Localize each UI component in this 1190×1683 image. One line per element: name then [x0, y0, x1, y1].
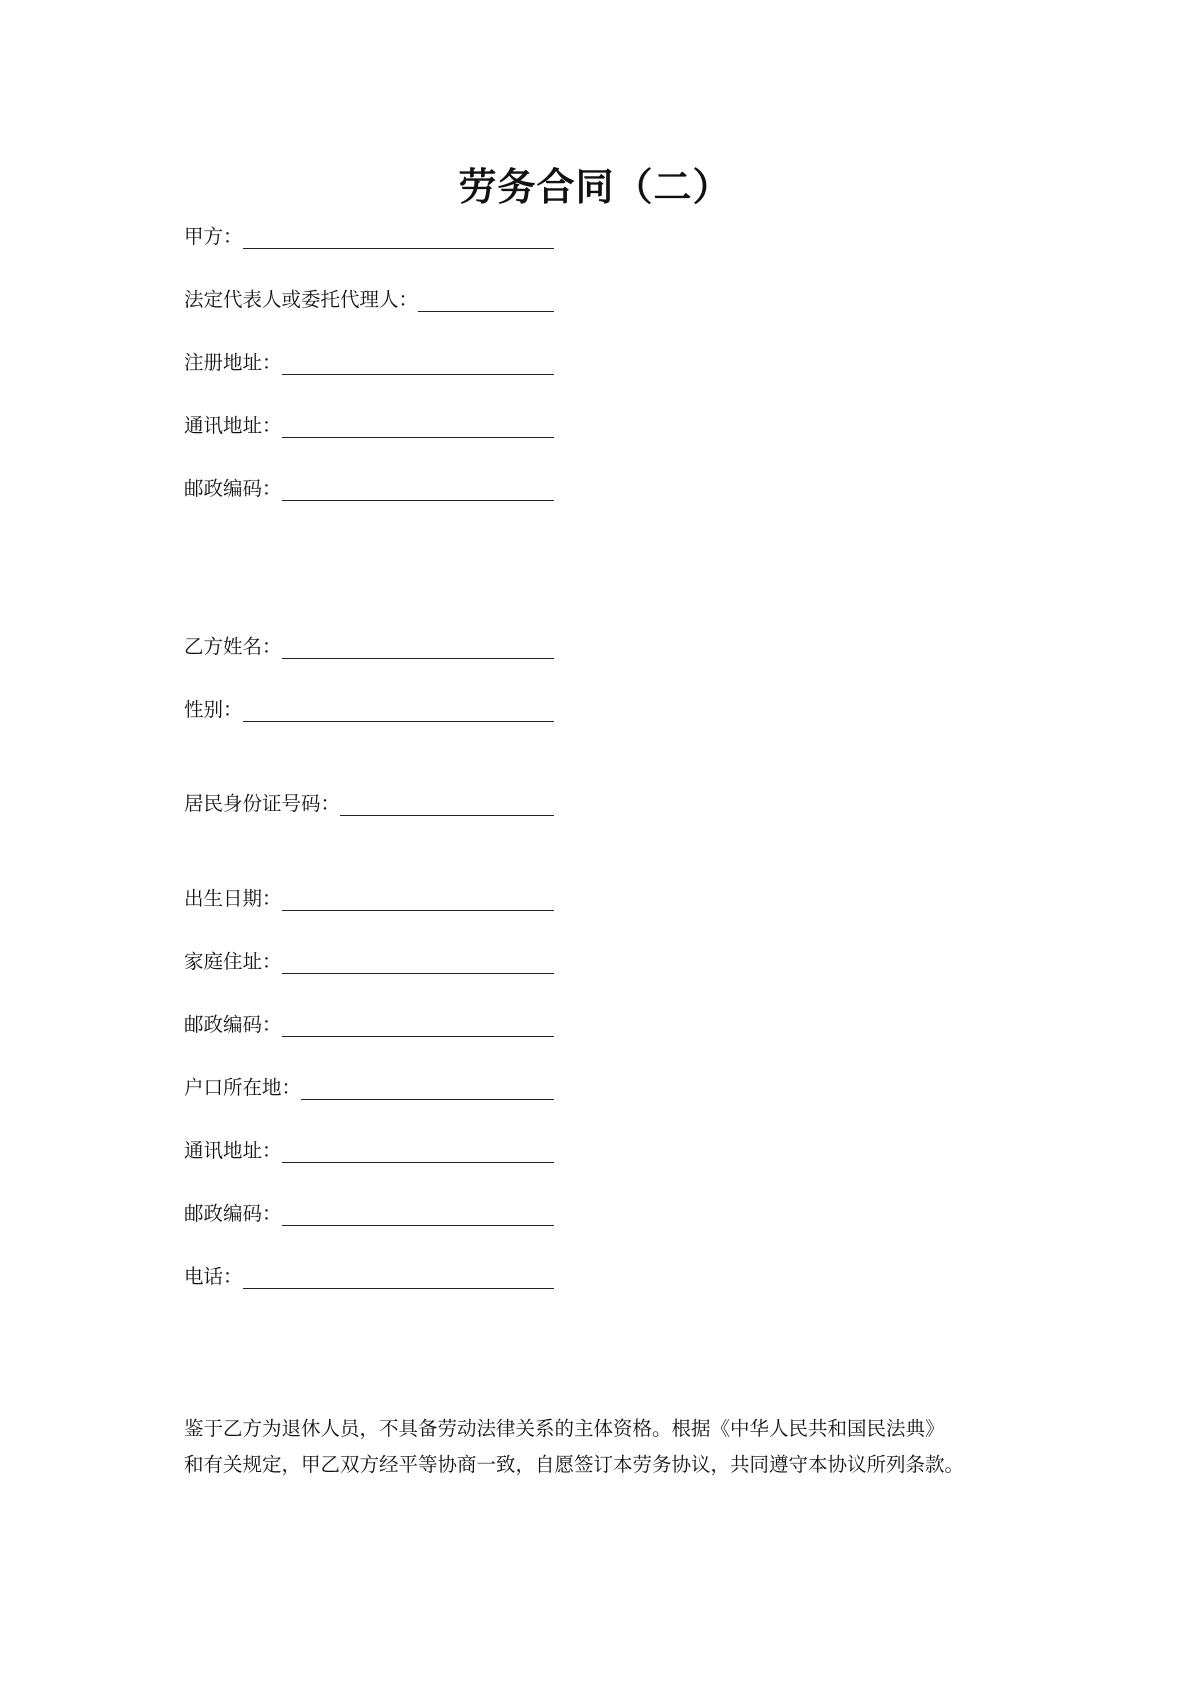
party-b-home-address-field[interactable] — [184, 947, 554, 977]
party-a-registered-address-label: 注册地址： — [184, 351, 282, 374]
party-b-mailing-address-field[interactable] — [184, 1136, 554, 1166]
party-a-postal-code-label: 邮政编码： — [184, 477, 282, 500]
party-b-gender-blank[interactable] — [243, 699, 554, 722]
party-b-phone-blank[interactable] — [243, 1266, 554, 1289]
party-b-name-label: 乙方姓名： — [184, 635, 282, 658]
party-a-name-blank[interactable] — [243, 226, 554, 249]
party-b-birth-date-label: 出生日期： — [184, 887, 282, 910]
party-b-phone-label: 电话： — [184, 1265, 243, 1288]
party-b-gender-label: 性别： — [184, 698, 243, 721]
party-b-postal-code-blank[interactable] — [282, 1014, 554, 1037]
party-b-id-number-blank[interactable] — [340, 793, 554, 816]
party-b-birth-date-blank[interactable] — [282, 888, 554, 911]
party-b-mailing-postal-code-label: 邮政编码： — [184, 1202, 282, 1225]
party-b-household-registration-label: 户口所在地： — [184, 1076, 302, 1099]
preamble-line-1: 鉴于乙方为退休人员，不具备劳动法律关系的主体资格。根据《中华人民共和国民法典》 — [184, 1417, 945, 1440]
preamble-line-2: 和有关规定，甲乙双方经平等协商一致，自愿签订本劳务协议，共同遵守本协议所列条款。 — [184, 1453, 965, 1476]
party-b-name-blank[interactable] — [282, 636, 554, 659]
party-b-birth-date-field[interactable] — [184, 884, 554, 914]
party-b-postal-code-field[interactable] — [184, 1010, 554, 1040]
party-b-mailing-address-label: 通讯地址： — [184, 1139, 282, 1162]
party-b-id-number-field[interactable] — [184, 789, 554, 819]
party-a-postal-code-field[interactable] — [184, 474, 554, 504]
party-b-phone-field[interactable] — [184, 1262, 554, 1292]
party-a-mailing-address-label: 通讯地址： — [184, 414, 282, 437]
party-a-registered-address-field[interactable] — [184, 348, 554, 378]
party-b-name-field[interactable] — [184, 632, 554, 662]
party-a-representative-blank[interactable] — [418, 289, 554, 312]
party-a-postal-code-blank[interactable] — [282, 478, 554, 501]
party-b-mailing-address-blank[interactable] — [282, 1140, 554, 1163]
party-b-gender-field[interactable] — [184, 695, 554, 725]
party-a-representative-field[interactable] — [184, 285, 554, 315]
party-b-postal-code-label: 邮政编码： — [184, 1013, 282, 1036]
party-a-name-field[interactable] — [184, 222, 554, 252]
party-a-mailing-address-field[interactable] — [184, 411, 554, 441]
party-b-household-registration-field[interactable] — [184, 1073, 554, 1103]
preamble-paragraph — [184, 1411, 1024, 1483]
party-b-mailing-postal-code-field[interactable] — [184, 1199, 554, 1229]
party-b-household-registration-blank[interactable] — [301, 1077, 554, 1100]
party-b-home-address-label: 家庭住址： — [184, 950, 282, 973]
document-title: 劳务合同（二） — [458, 164, 732, 209]
party-b-id-number-label: 居民身份证号码： — [184, 792, 341, 815]
party-a-representative-label: 法定代表人或委托代理人： — [184, 288, 419, 311]
party-b-home-address-blank[interactable] — [282, 951, 554, 974]
party-a-registered-address-blank[interactable] — [282, 352, 554, 375]
party-b-mailing-postal-code-blank[interactable] — [282, 1203, 554, 1226]
party-a-name-label: 甲方： — [184, 225, 243, 248]
party-a-mailing-address-blank[interactable] — [282, 415, 554, 438]
